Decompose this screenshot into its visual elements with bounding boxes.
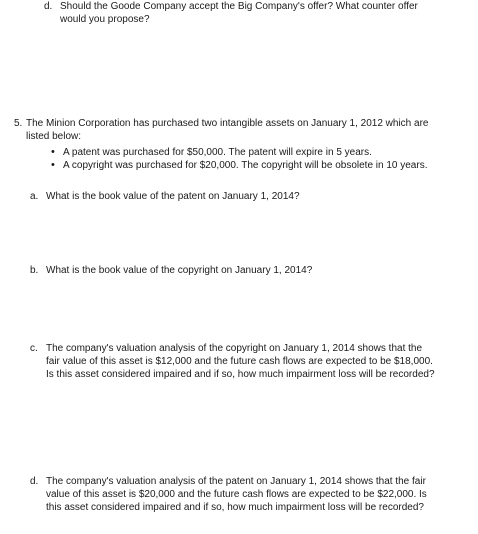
- question-text-line: The company's valuation analysis of the patent on January 1, 2014 shows that the fair: [46, 476, 426, 487]
- question-part-b: [30, 264, 312, 277]
- part-marker: a.: [30, 191, 39, 202]
- part-marker: c.: [30, 343, 38, 354]
- question-number: 5.: [14, 118, 23, 129]
- question-text-line: listed below:: [26, 131, 82, 142]
- question-text-line: would you propose?: [60, 14, 150, 25]
- asset-list: [47, 146, 427, 172]
- question-part-d: [30, 475, 427, 514]
- question-text-line: The Minion Corporation has purchased two intangible assets on January 1, 2012 which are: [26, 118, 429, 129]
- list-item: [47, 146, 427, 159]
- question-text-line: Should the Goode Company accept the Big Company's offer? What counter offer: [60, 1, 418, 12]
- part-marker: d.: [44, 1, 53, 12]
- question-text-line: The company's valuation analysis of the copyright on January 1, 2014 shows that the: [46, 343, 423, 354]
- question-text-line: value of this asset is $20,000 and the future cash flows are expected to be $22,000. Is: [46, 489, 427, 500]
- prev-question-part-d: [44, 0, 418, 26]
- question-part-c: [30, 342, 435, 381]
- question-text-line: What is the book value of the copyright on January 1, 2014?: [46, 265, 313, 276]
- part-marker: b.: [30, 265, 39, 276]
- list-item: [47, 159, 427, 172]
- question-part-a: [30, 190, 300, 203]
- bullet-icon: •: [51, 146, 55, 158]
- list-item-text: A patent was purchased for $50,000. The patent will expire in 5 years.: [63, 147, 372, 158]
- question-text-line: fair value of this asset is $12,000 and the future cash flows are expected to be $18,000.: [46, 356, 433, 367]
- list-item-text: A copyright was purchased for $20,000. The copyright will be obsolete in 10 years.: [63, 160, 428, 171]
- bullet-icon: •: [51, 159, 55, 171]
- question-text-line: this asset considered impaired and if so, how much impairment loss will be recorded?: [46, 502, 424, 513]
- question-text-line: Is this asset considered impaired and if so, how much impairment loss will be recorded?: [46, 369, 435, 380]
- question-5: [14, 117, 428, 143]
- part-marker: d.: [30, 476, 39, 487]
- question-text-line: What is the book value of the patent on January 1, 2014?: [46, 191, 300, 202]
